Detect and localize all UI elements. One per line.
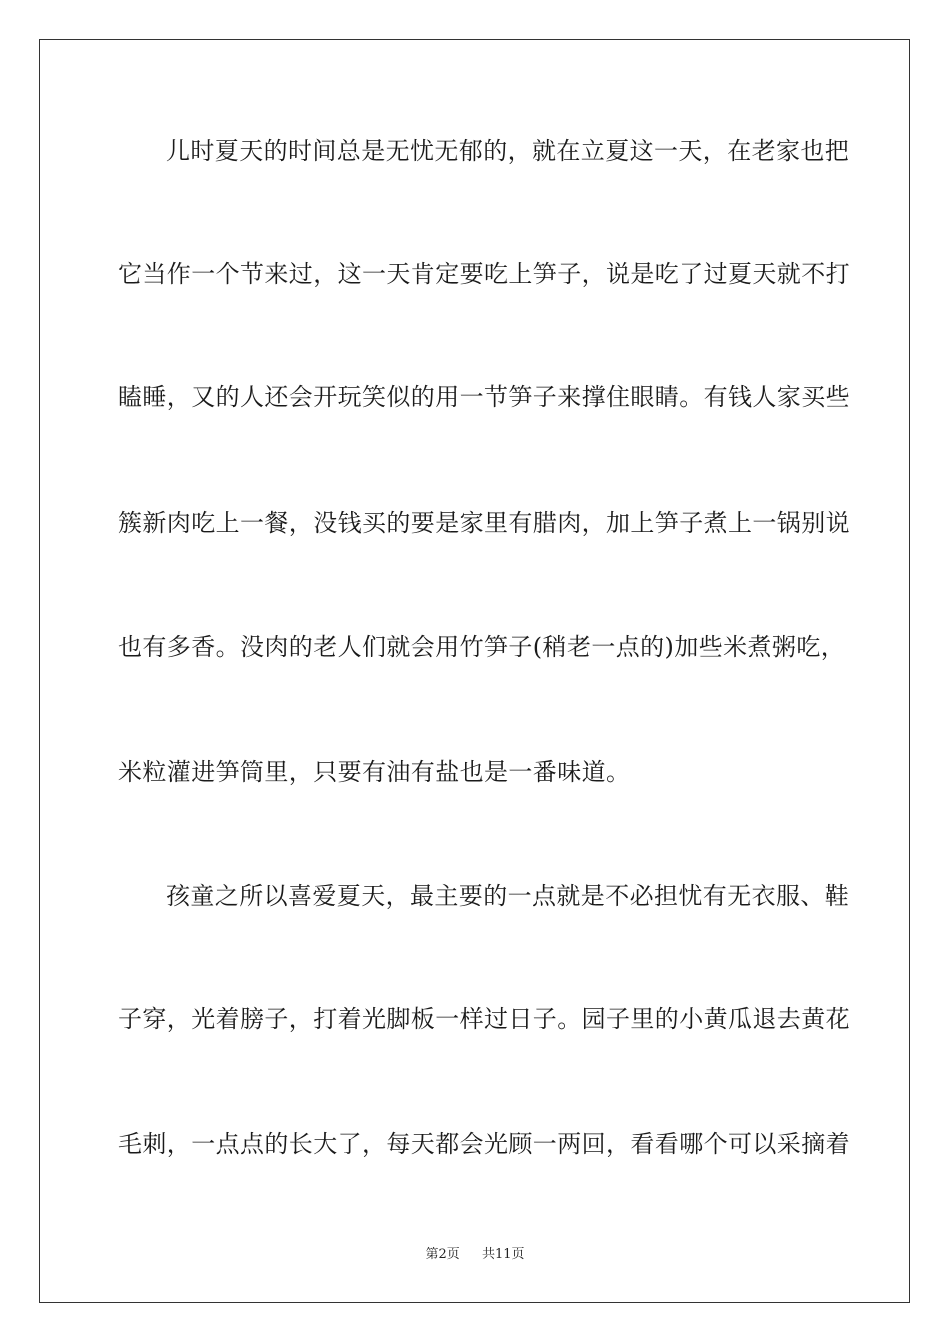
paragraph-line: 毛刺，一点点的长大了，每天都会光顾一两回，看看哪个可以采摘着 <box>118 1130 850 1158</box>
paragraph-line: 它当作一个节来过，这一天肯定要吃上笋子，说是吃了过夏天就不打 <box>118 260 850 288</box>
page-number: 第2页 <box>425 1247 460 1262</box>
paragraph-line: 儿时夏天的时间总是无忧无郁的，就在立夏这一天，在老家也把 <box>166 137 850 165</box>
paragraph-line: 簇新肉吃上一餐，没钱买的要是家里有腊肉，加上笋子煮上一锅别说 <box>118 509 850 537</box>
page-total: 共11页 <box>482 1247 525 1262</box>
paragraph-line: 瞌睡，又的人还会开玩笑似的用一节笋子来撑住眼睛。有钱人家买些 <box>118 383 850 411</box>
page-footer <box>0 1247 950 1263</box>
paragraph-line: 孩童之所以喜爱夏天，最主要的一点就是不必担忧有无衣服、鞋 <box>166 882 850 910</box>
paragraph-line: 米粒灌进笋筒里，只要有油有盐也是一番味道。 <box>118 758 631 786</box>
page-border <box>39 39 910 1303</box>
paragraph-line: 也有多香。没肉的老人们就会用竹笋子(稍老一点的)加些米煮粥吃， <box>118 633 846 661</box>
paragraph-line: 子穿，光着膀子，打着光脚板一样过日子。园子里的小黄瓜退去黄花 <box>118 1005 850 1033</box>
